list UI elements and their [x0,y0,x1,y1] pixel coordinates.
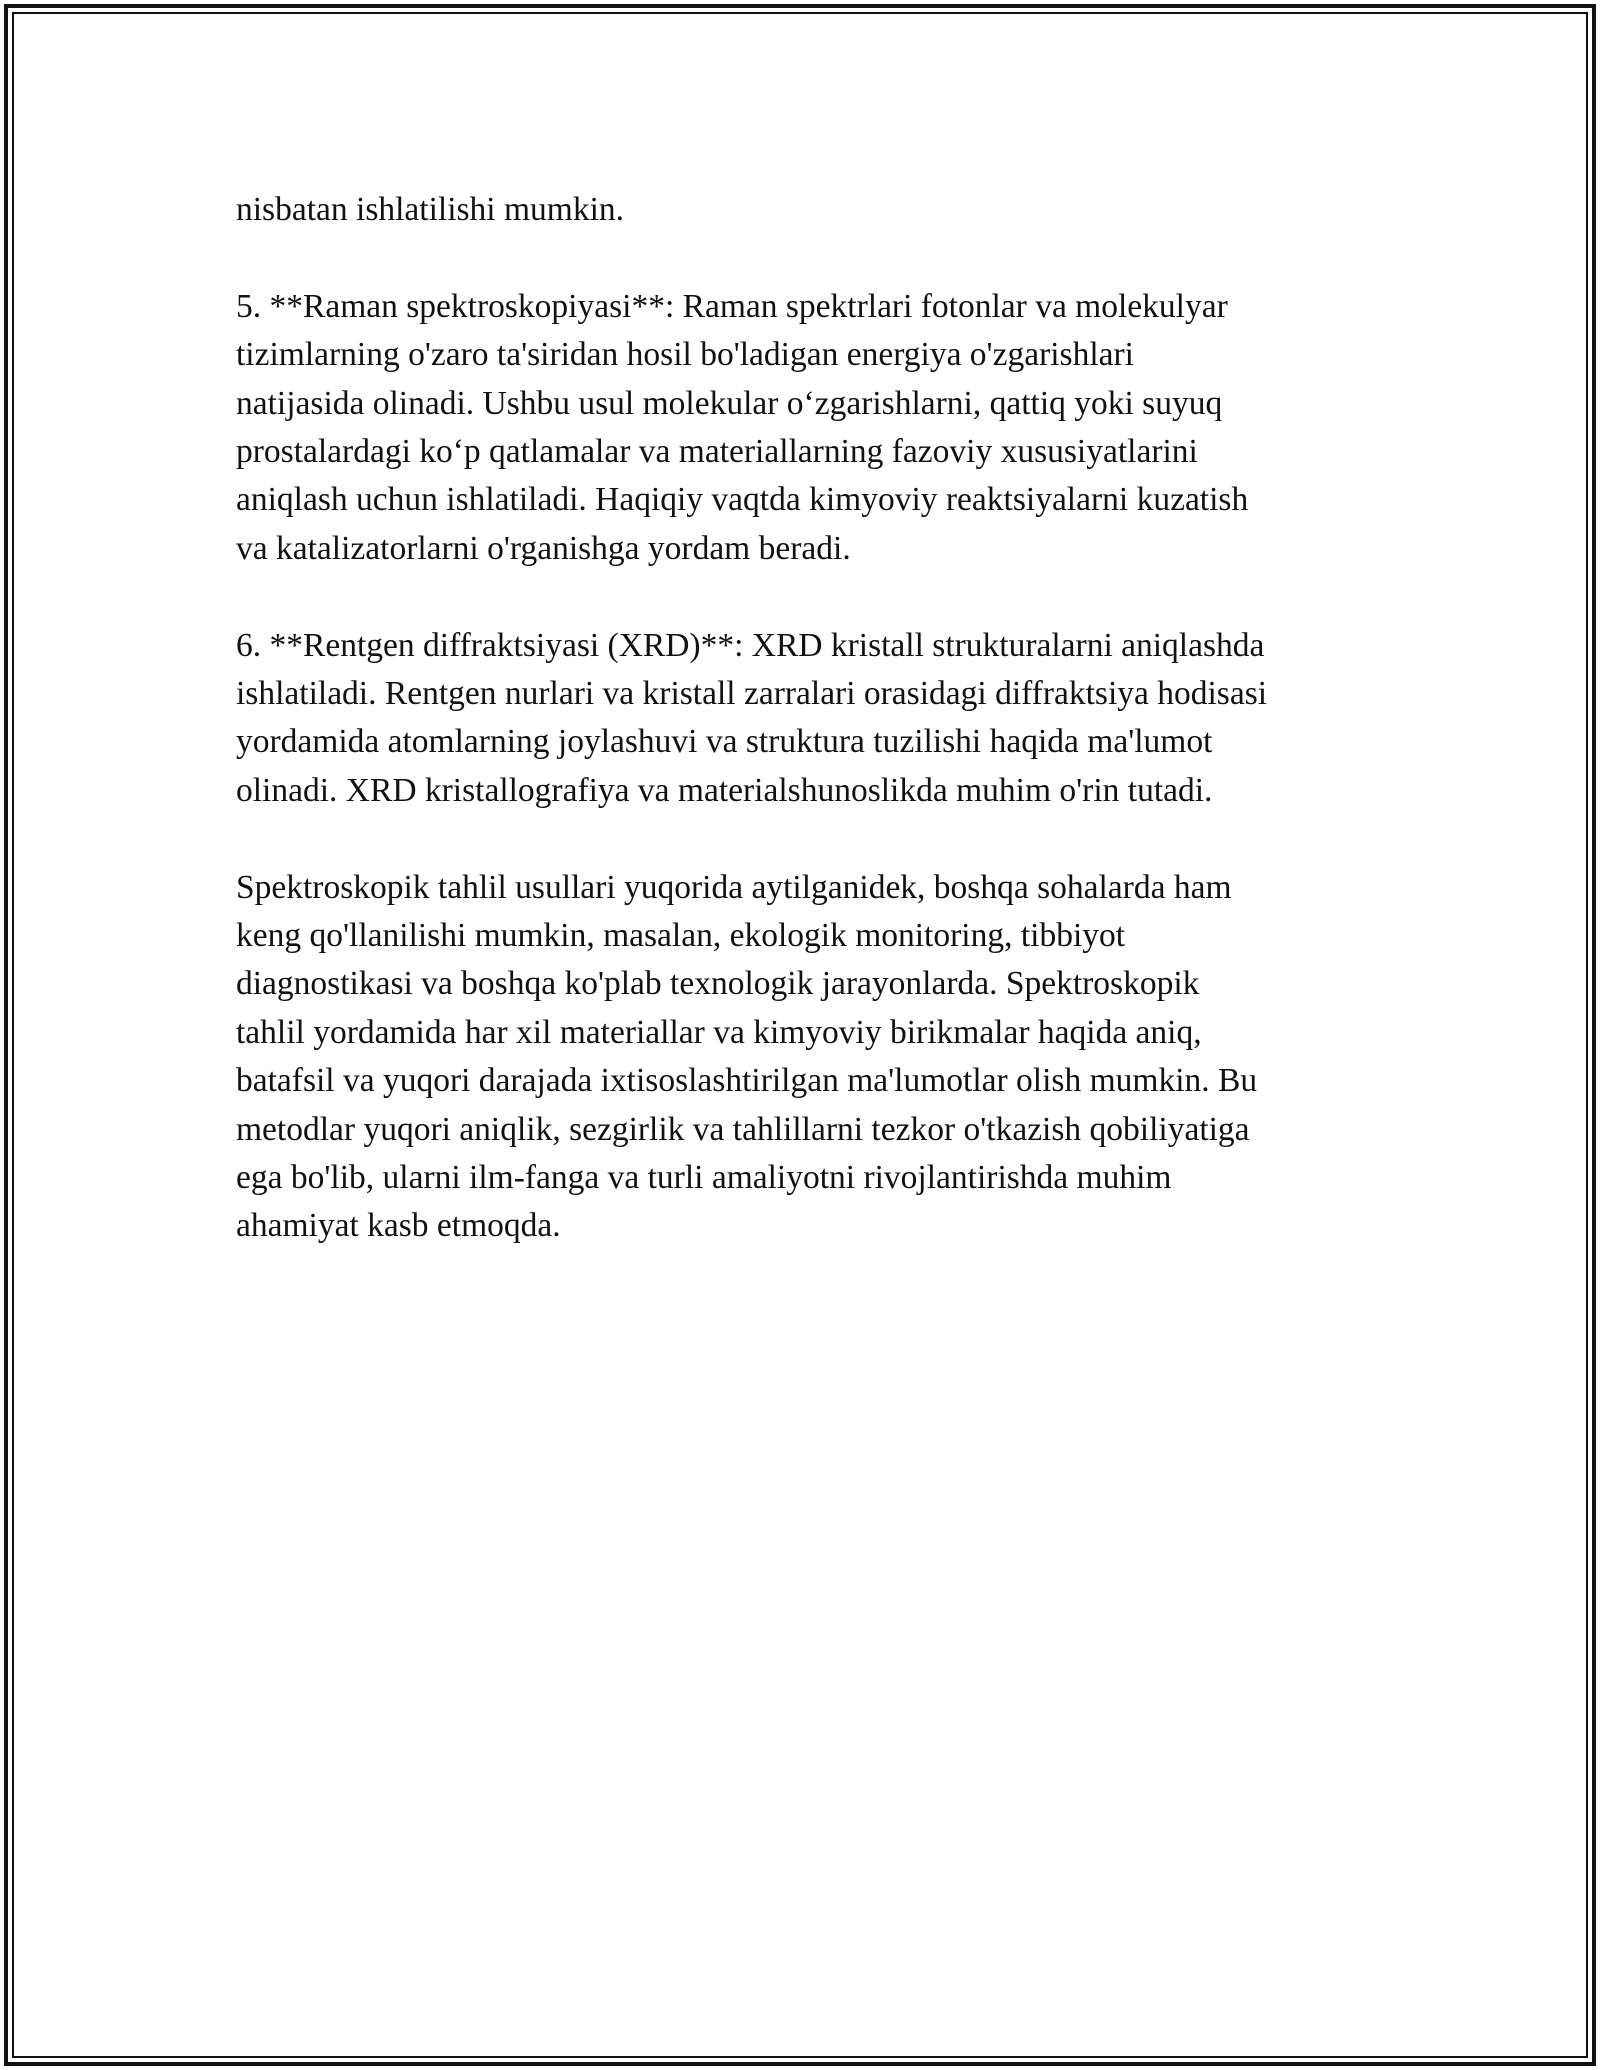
text-line: batafsil va yuqori darajada ixtisoslashtirilgan ma'lumotlar olish mumkin. Bu [236,1062,1258,1100]
document-body [236,186,1376,1251]
paragraph-raman-spectroscopy [236,283,1376,573]
text-line: ishlatiladi. Rentgen nurlari va kristall zarralari orasidagi diffraktsiya hodisasi [236,675,1268,713]
text-line: nisbatan ishlatilishi mumkin. [236,191,625,228]
paragraph-continuation [236,186,1376,234]
text-line: tahlil yordamida har xil materiallar va kimyoviy birikmalar haqida aniq, [236,1013,1202,1051]
text-line: prostalardagi ko‘p qatlamalar va materiallarning fazoviy xususiyatlarini [236,433,1198,471]
paragraph-conclusion [236,864,1376,1251]
text-line: aniqlash uchun ishlatiladi. Haqiqiy vaqtda kimyoviy reaktsiyalarni kuzatish [236,481,1249,519]
text-line: ahamiyat kasb etmoqda. [236,1207,561,1245]
paragraph-xrd [236,622,1376,816]
text-line: 5. **Raman spektroskopiyasi**: Raman spektrlari fotonlar va molekulyar [236,287,1228,325]
text-line: olinadi. XRD kristallografiya va materialshunoslikda muhim o'rin tutadi. [236,771,1213,809]
text-line: keng qo'llanilishi mumkin, masalan, ekologik monitoring, tibbiyot [236,917,1126,955]
text-line: diagnostikasi va boshqa ko'plab texnologik jarayonlarda. Spektroskopik [236,965,1200,1003]
text-line: natijasida olinadi. Ushbu usul molekular o‘zgarishlarni, qattiq yoki suyuq [236,384,1223,422]
text-line: Spektroskopik tahlil usullari yuqorida aytilganidek, boshqa sohalarda ham [236,868,1232,906]
text-line: yordamida atomlarning joylashuvi va struktura tuzilishi haqida ma'lumot [236,723,1213,761]
text-line: ega bo'lib, ularni ilm-fanga va turli amaliyotni rivojlantirishda muhim [236,1159,1172,1197]
text-line: tizimlarning o'zaro ta'siridan hosil bo'ladigan energiya o'zgarishlari [236,336,1134,374]
text-line: va katalizatorlarni o'rganishga yordam beradi. [236,529,851,567]
text-line: 6. **Rentgen diffraktsiyasi (XRD)**: XRD kristall strukturalarni aniqlashda [236,626,1265,664]
text-line: metodlar yuqori aniqlik, sezgirlik va tahlillarni tezkor o'tkazish qobiliyatiga [236,1110,1250,1148]
